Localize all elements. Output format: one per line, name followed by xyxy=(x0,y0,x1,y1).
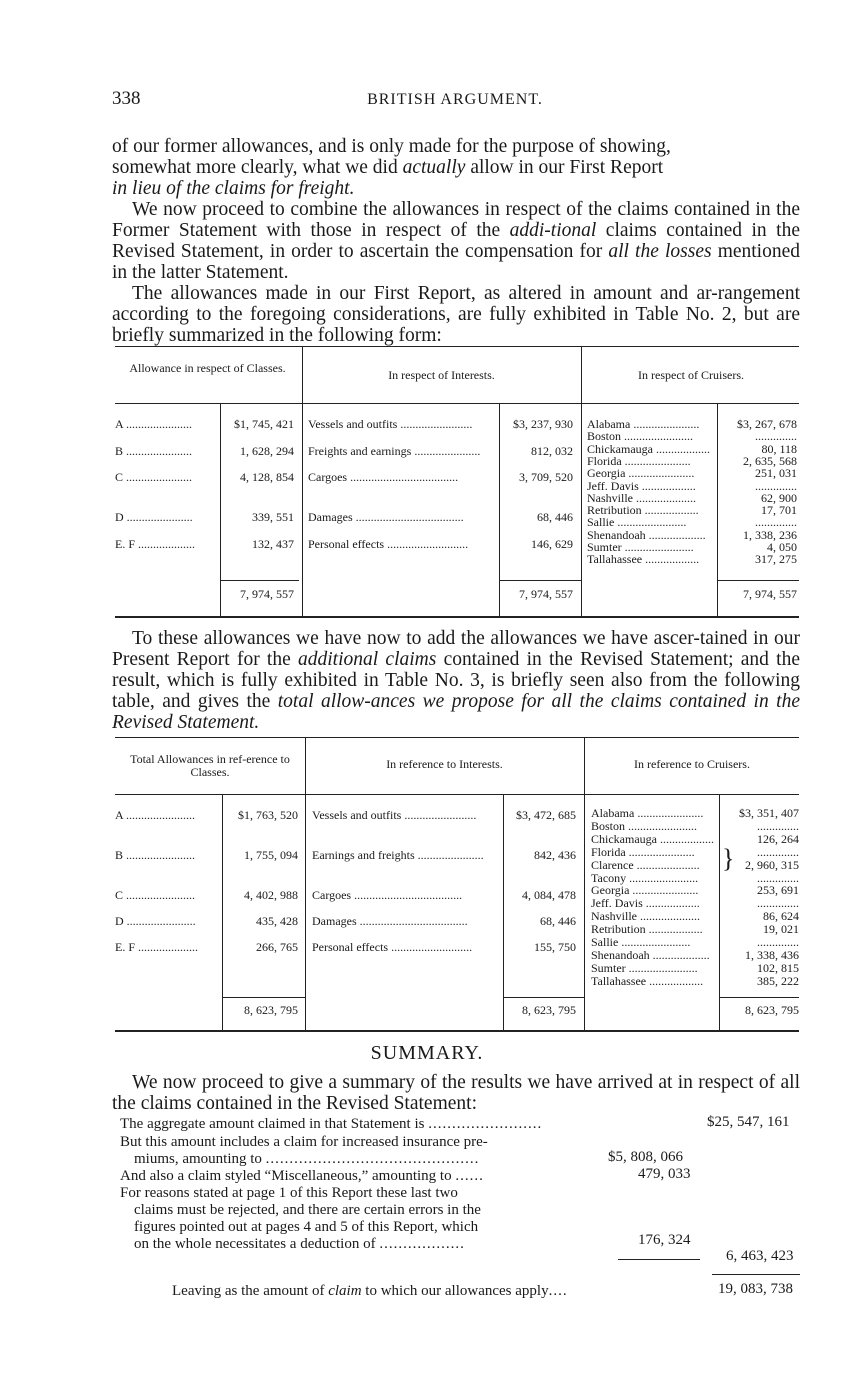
t1-cruiser-row-label: Nashville .................... xyxy=(587,491,696,505)
t1-class-row-value: 339, 551 xyxy=(252,510,294,524)
col-header-cruisers-2: In reference to Cruisers. xyxy=(634,757,750,771)
para1-emph: actually xyxy=(402,157,466,178)
t1-cruiser-row-value: $3, 267, 678 xyxy=(737,417,797,431)
summary-line-insurance: But this amount includes a claim for increased insurance pre- xyxy=(120,1134,488,1150)
t2-cruiser-row-label: Shenandoah ................... xyxy=(591,948,710,962)
t1-interest-row-label: Personal effects ........................... xyxy=(308,538,469,551)
total-interests-2: 8, 623, 795 xyxy=(522,1003,576,1017)
t2-class-row-value: 1, 755, 094 xyxy=(244,848,298,862)
t2-cruiser-row-value: .............. xyxy=(757,870,799,885)
t2-class-row-value: 4, 402, 988 xyxy=(244,888,298,902)
t1-cruiser-row-label: Shenandoah ................... xyxy=(587,528,706,542)
t1-cruiser-row-label: Alabama ...................... xyxy=(587,418,700,431)
summary-line-final: Leaving as the amount of claim to which our allowances apply.... xyxy=(172,1283,568,1299)
t1-class-row-value: 1, 628, 294 xyxy=(240,444,294,458)
summary-line-aggregate: The aggregate amount claimed in that Statement is ........................ xyxy=(120,1116,543,1132)
paragraph-allowances xyxy=(112,283,800,346)
t2-cruiser-row-value: 2, 960, 315 xyxy=(745,857,799,872)
t2-class-row-label: D ....................... xyxy=(115,915,196,928)
t2-interest-row-label: Vessels and outfits ........................ xyxy=(312,809,477,822)
t1-cruiser-row-value: 317, 275 xyxy=(755,552,797,567)
t1-cruiser-row-value: .............. xyxy=(755,478,797,493)
t2-cruiser-row-value: .............. xyxy=(757,896,799,911)
para2-c: claims contained in the Revised Statement, in order to ascertain the compensation for xyxy=(112,220,800,262)
paragraph-combine xyxy=(112,199,800,283)
para2-b: addi-tional xyxy=(509,220,597,241)
t2-cruiser-row-value: 102, 815 xyxy=(757,960,799,975)
total-classes-2: 8, 623, 795 xyxy=(244,1003,298,1017)
t2-class-row-label: A ....................... xyxy=(115,809,196,822)
t1-class-row-label: E. F ................... xyxy=(115,538,196,551)
summary-line-reasons: For reasons stated at page 1 of this Report these last two xyxy=(120,1185,458,1201)
table-present-report xyxy=(115,737,799,1033)
t1-cruiser-row-value: .............. xyxy=(755,515,797,530)
para4-c: contained in the Revised Statement; and the result, which is fully exhibited in Table No. 3, is briefly seen also from the following table, and gives the xyxy=(112,649,800,712)
para1-line1: of our former allowances, and is only made for the purpose of showing, xyxy=(112,136,671,157)
t1-interest-row-label: Freights and earnings ...................... xyxy=(308,445,481,458)
t2-cruiser-row-value: .............. xyxy=(757,844,799,859)
t2-cruiser-row-label: Tallahassee .................. xyxy=(591,974,704,988)
running-title: BRITISH ARGUMENT. xyxy=(367,91,543,108)
t2-cruiser-row-label: Georgia ...................... xyxy=(591,884,699,898)
t1-class-row-value: 132, 437 xyxy=(252,537,294,551)
summary-line-misc: And also a claim styled “Miscellaneous,” amounting to ...... xyxy=(120,1168,484,1184)
col-header-interests-2: In reference to Interests. xyxy=(386,757,503,771)
t1-cruiser-row-value: 80, 118 xyxy=(761,441,797,456)
summary-line-premiums: miums, amounting to ............................................. xyxy=(134,1151,480,1167)
t1-cruiser-row-value: 2, 635, 568 xyxy=(743,453,797,468)
t2-interest-row-label: Cargoes .................................... xyxy=(312,889,463,902)
summary-line1-text: The aggregate amount claimed in that Statement is xyxy=(120,1116,425,1132)
t1-class-row-label: B ...................... xyxy=(115,445,193,458)
t1-class-row-label: D ...................... xyxy=(115,511,193,524)
summary-subtotal-value: 6, 463, 423 xyxy=(726,1248,794,1264)
summary-subtotal-rule xyxy=(618,1259,700,1260)
t1-class-row-label: A ...................... xyxy=(115,418,193,431)
para2-e: mentioned in the latter Statement. xyxy=(112,241,801,283)
total-cruisers: 7, 974, 557 xyxy=(743,587,797,601)
t2-cruiser-row-value: 126, 264 xyxy=(757,831,799,846)
summary-intro-text: We now proceed to give a summary of the results we have arrived at in respect of all the claims contained in the Revised Statement: xyxy=(112,1072,800,1114)
para4-b: additional claims xyxy=(298,649,437,670)
summary-line-figures: figures pointed out at pages 4 and 5 of this Report, which xyxy=(134,1219,479,1235)
para2-a: We now proceed to combine the allowances in respect of the claims contained in the Former Statement with those in respect of the xyxy=(112,199,800,241)
t2-interest-row-value: 155, 750 xyxy=(534,940,576,954)
t2-cruiser-row-value: .............. xyxy=(757,935,799,949)
t1-cruiser-row-label: Georgia ...................... xyxy=(587,467,695,481)
t2-interest-row-value: 842, 436 xyxy=(534,848,576,862)
t2-cruiser-row-label: Alabama ...................... xyxy=(591,807,704,820)
t1-interest-row-value: $3, 237, 930 xyxy=(513,417,573,431)
para4-a: To these allowances we have now to add the allowances we have ascer-tained in our Present Report for the xyxy=(112,628,800,670)
summary-line3-text: miums, amounting to xyxy=(134,1151,262,1167)
t2-cruiser-row-label: Clarence ..................... xyxy=(591,858,700,872)
total-cruisers-2: 8, 623, 795 xyxy=(745,1003,799,1017)
t1-class-row-value: 4, 128, 854 xyxy=(240,470,294,484)
t1-interest-row-value: 3, 709, 520 xyxy=(519,470,573,484)
t2-interest-row-value: $3, 472, 685 xyxy=(516,808,576,822)
para1-emph2: in lieu of the claims for freight. xyxy=(112,178,355,199)
total-classes: 7, 974, 557 xyxy=(240,587,294,601)
running-header xyxy=(112,88,798,114)
t2-cruiser-row-value: .............. xyxy=(757,818,799,833)
t1-interest-row-label: Vessels and outfits ........................ xyxy=(308,418,473,431)
t1-cruiser-row-value: 62, 900 xyxy=(761,490,797,505)
t1-cruiser-row-label: Boston ....................... xyxy=(587,430,694,444)
t2-class-row-value: 266, 765 xyxy=(256,940,298,954)
t2-interest-row-value: 68, 446 xyxy=(540,914,576,928)
t2-cruiser-row-value: 86, 624 xyxy=(763,909,799,924)
paragraph-additional xyxy=(112,628,800,733)
t1-cruiser-row-value: 251, 031 xyxy=(755,466,797,481)
t1-class-row-value: $1, 745, 421 xyxy=(234,417,294,431)
summary-final-value: 19, 083, 738 xyxy=(718,1281,793,1297)
t1-cruiser-row-value: .............. xyxy=(755,429,797,444)
t2-cruiser-row-value: 1, 338, 436 xyxy=(745,947,799,962)
t2-interest-row-label: Damages .................................... xyxy=(312,915,468,928)
t2-cruiser-row-value: 19, 021 xyxy=(763,922,799,937)
para2-d: all the losses xyxy=(608,241,712,262)
para3-text: The allowances made in our First Report, as altered in amount and ar-rangement according to the foregoing considerations, are fully exhibited in Table No. 2, but are briefly summarized in the following form: xyxy=(112,283,800,346)
summary-heading: SUMMARY. xyxy=(370,1042,484,1064)
t1-cruiser-row-label: Tallahassee .................. xyxy=(587,553,700,567)
final-a: Leaving as the amount of xyxy=(172,1283,329,1299)
t2-cruiser-row-value: 385, 222 xyxy=(757,973,799,988)
t2-class-row-label: B ....................... xyxy=(115,849,196,862)
summary-misc-value: 479, 033 xyxy=(638,1166,691,1182)
t2-cruiser-row-label: Sumter ....................... xyxy=(591,961,698,975)
t1-cruiser-row-value: 17, 701 xyxy=(761,503,797,518)
t2-class-row-value: $1, 763, 520 xyxy=(238,808,298,822)
summary-final-rule xyxy=(712,1274,800,1275)
t2-interest-row-label: Personal effects ........................... xyxy=(312,941,473,954)
page-number: 338 xyxy=(112,88,141,109)
t2-cruiser-row-value: $3, 351, 407 xyxy=(739,806,799,820)
para1-text2: allow in our First Report xyxy=(465,157,664,178)
t1-interest-row-value: 68, 446 xyxy=(537,510,573,524)
t1-class-row-label: C ...................... xyxy=(115,471,193,484)
t2-cruiser-row-label: Tacony ....................... xyxy=(591,871,699,885)
summary-aggregate-value: $25, 547, 161 xyxy=(707,1114,790,1130)
total-interests: 7, 974, 557 xyxy=(519,587,573,601)
t1-interest-row-label: Cargoes .................................... xyxy=(308,471,459,484)
t2-cruiser-row-label: Sallie ....................... xyxy=(591,936,691,949)
col-header-cruisers: In respect of Cruisers. xyxy=(638,368,744,382)
t2-interest-row-value: 4, 084, 478 xyxy=(522,888,576,902)
para4-d: total allow-ances we propose for all the claims contained in the Revised Statement. xyxy=(112,691,800,733)
final-b: claim xyxy=(328,1283,362,1299)
summary-line4-text: And also a claim styled “Miscellaneous,” amounting to xyxy=(120,1168,452,1184)
col-header-classes: Allowance in respect of Classes. xyxy=(129,361,286,375)
paragraph-continuation xyxy=(112,136,800,199)
summary-line8-text: on the whole necessitates a deduction of xyxy=(134,1236,376,1252)
t1-interest-row-value: 146, 629 xyxy=(531,537,573,551)
col-header-classes-2: Total Allowances in ref-erence to Classes. xyxy=(130,752,290,779)
col-header-interests: In respect of Interests. xyxy=(388,368,495,382)
t2-class-row-label: E. F .................... xyxy=(115,941,199,954)
t1-cruiser-row-label: Retribution .................. xyxy=(587,504,699,518)
t1-cruiser-row-value: 1, 338, 236 xyxy=(743,527,797,542)
brace-glyph: } xyxy=(722,844,735,873)
t1-interest-row-label: Damages .................................... xyxy=(308,511,464,524)
summary-premiums-value: $5, 808, 066 xyxy=(608,1149,683,1165)
t1-cruiser-row-label: Sallie ....................... xyxy=(587,516,687,530)
final-c: to which our allowances apply xyxy=(361,1283,549,1299)
t1-interest-row-value: 812, 032 xyxy=(531,444,573,458)
t2-cruiser-row-label: Nashville .................... xyxy=(591,910,700,924)
summary-deduction-value: 176, 324 xyxy=(638,1232,691,1248)
t2-interest-row-label: Earnings and freights ...................... xyxy=(312,849,484,862)
summary-intro xyxy=(112,1072,800,1114)
t2-cruiser-row-label: Retribution .................. xyxy=(591,923,703,937)
t2-cruiser-row-label: Jeff. Davis .................. xyxy=(591,897,700,911)
t2-cruiser-row-label: Florida ...................... xyxy=(591,845,695,859)
t2-class-row-value: 435, 428 xyxy=(256,914,298,928)
table-first-report xyxy=(115,346,799,618)
summary-line-deduction: on the whole necessitates a deduction of .................. xyxy=(134,1236,465,1252)
t1-cruiser-row-label: Sumter ....................... xyxy=(587,541,694,554)
t1-cruiser-row-value: 4, 050 xyxy=(767,540,797,554)
t1-cruiser-row-label: Chickamauga .................. xyxy=(587,442,710,456)
t2-cruiser-row-label: Boston ....................... xyxy=(591,819,698,833)
t1-cruiser-row-label: Florida ...................... xyxy=(587,454,691,468)
t2-class-row-label: C ....................... xyxy=(115,889,196,902)
para1-text: somewhat more clearly, what we did xyxy=(112,157,403,178)
summary-line-rejected: claims must be rejected, and there are certain errors in the xyxy=(134,1202,481,1218)
t2-cruiser-row-label: Chickamauga .................. xyxy=(591,832,714,846)
t1-cruiser-row-label: Jeff. Davis .................. xyxy=(587,479,696,493)
t2-cruiser-row-value: 253, 691 xyxy=(757,883,799,898)
